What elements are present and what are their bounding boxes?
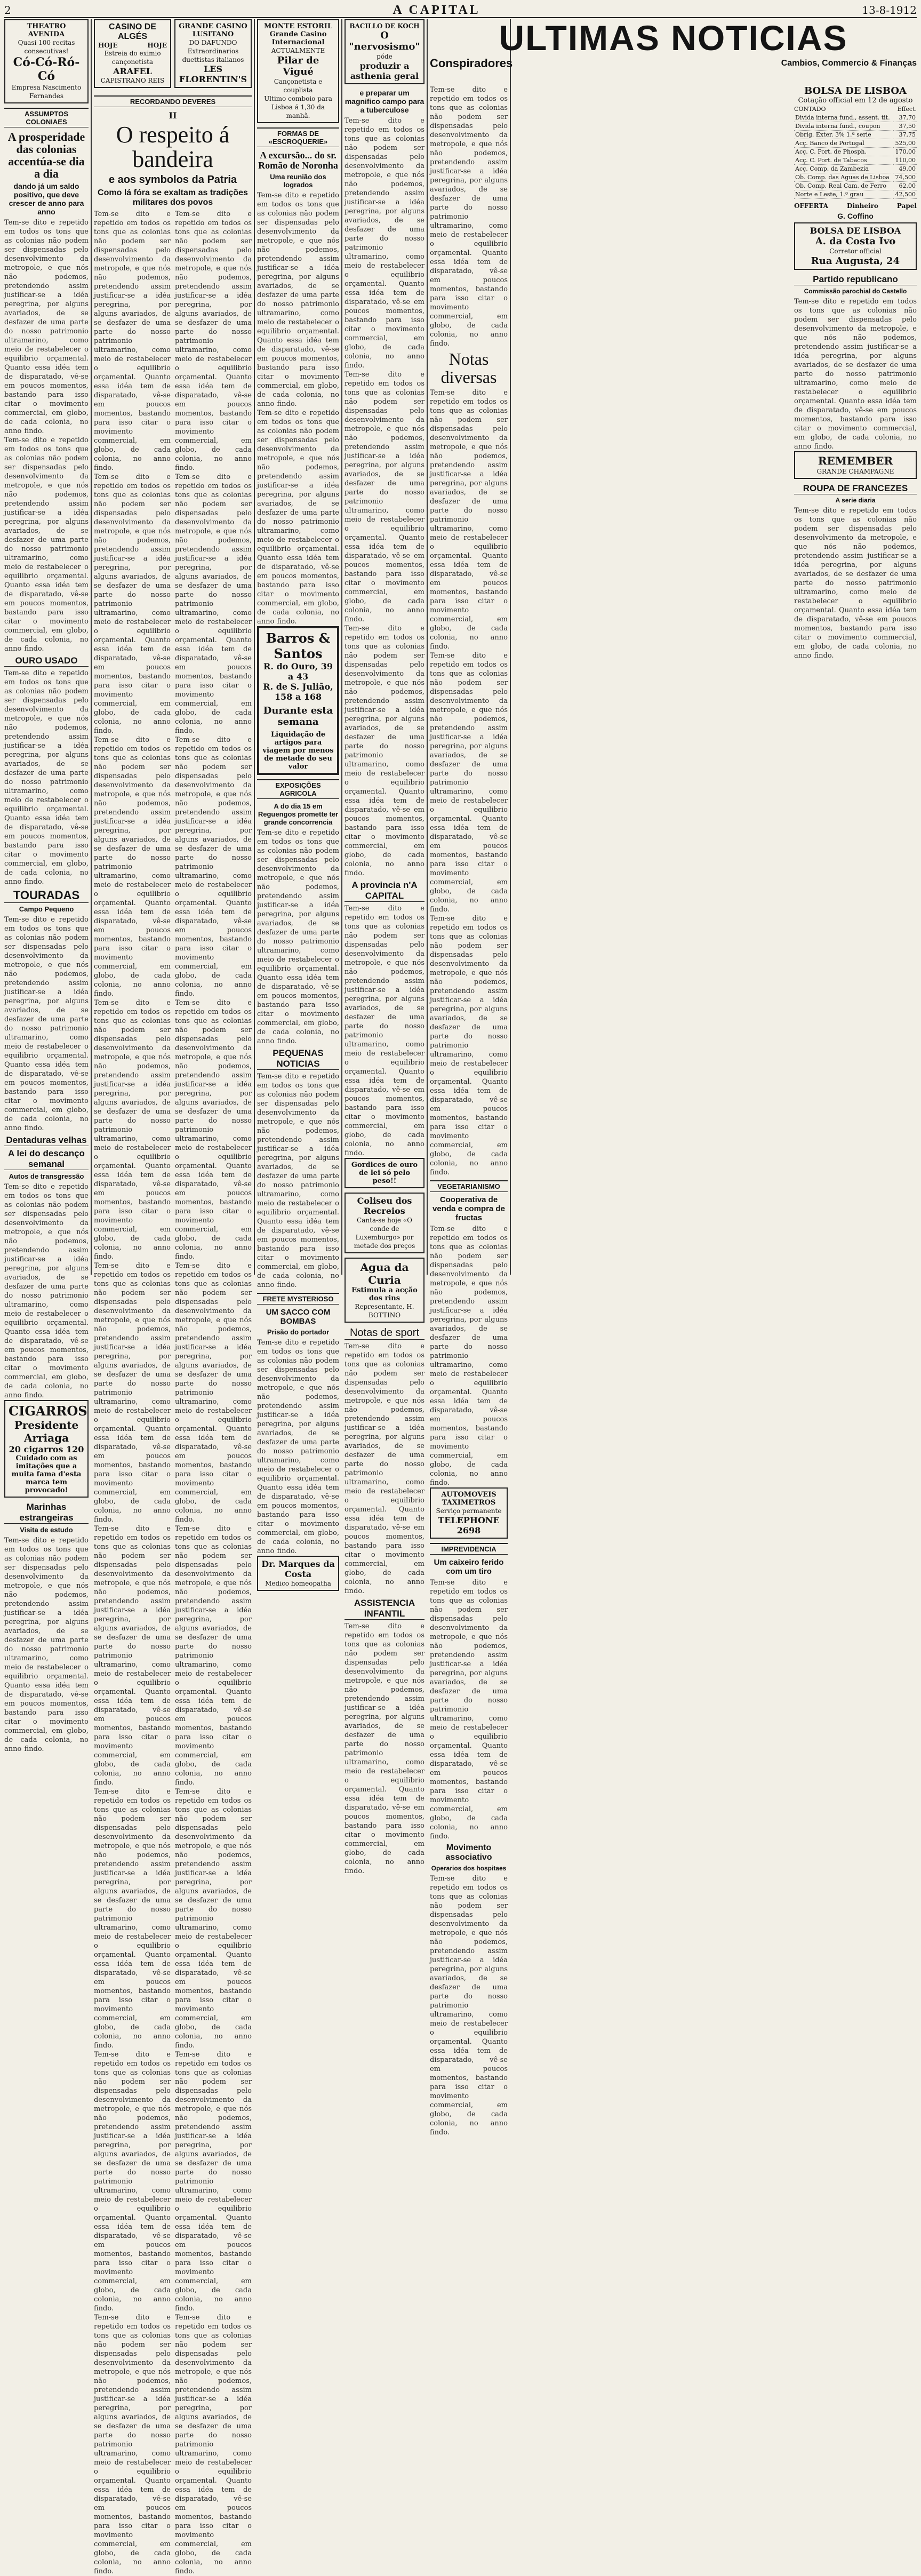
ad-monte-estoril bbox=[257, 19, 339, 123]
section-head: ASSISTENCIA INFANTIL bbox=[345, 1598, 425, 1620]
ad-automoveis bbox=[430, 1487, 508, 1539]
ad-sub: DO DAFUNDO bbox=[189, 39, 237, 46]
article-body: Tem-se dito e repetido em todos os tons que as colonias não podem ser dispensadas pelo desenvolvimento da metropole, e que nós não podemos, pretendendo assim justificar-se a idéa peregrina, por alguns avariados, de se desfazer de uma parte do nosso patrimonio ultramarino, como meio de restabelecer o equilibrio orçamental. Quanto essa idéa tem de disparatado, vê-se em poucos momentos, bastando para isso citar o movimento commercial, em globo, de cada colonia, no anno findo. bbox=[430, 915, 508, 1177]
ad-foot: Liquidação de artigos para viagem por menos de metade do seu valor bbox=[262, 730, 334, 771]
quote-label: Ob. Comp. das Aguas de Lisboa bbox=[794, 173, 893, 182]
article-body: Tem-se dito e repetido em todos os tons que as colonias não podem ser dispensadas pelo desenvolvimento da metropole, e que nós não podemos, pretendendo assim justificar-se a idéa peregrina, por alguns avariados, de se desfazer de uma parte do nosso patrimonio ultramarino, como meio de restabelecer o equilibrio orçamental. Quanto essa idéa tem de disparatado, vê-se em poucos momentos, bastando para isso citar o movimento commercial, em globo, de cada colonia, no anno findo. bbox=[257, 191, 339, 408]
article-body: Tem-se dito e repetido em todos os tons que as colonias não podem ser dispensadas pelo desenvolvimento da metropole, e que nós não podemos, pretendendo assim justificar-se a idéa peregrina, por alguns avariados, de se desfazer de uma parte do nosso patrimonio ultramarino, como meio de restabelecer o equilibrio orçamental. Quanto essa idéa tem de disparatado, vê-se em poucos momentos, bastando para isso citar o movimento commercial, em globo, de cada colonia, no anno findo. bbox=[345, 1622, 425, 1875]
section-sub: Visita de estudo bbox=[20, 1526, 73, 1534]
article-headline: A excursão... do sr. Romão de Noronha bbox=[258, 150, 338, 171]
article-body: Tem-se dito e repetido em todos os tons que as colonias não podem ser dispensadas pelo desenvolvimento da metropole, e que nós não podemos, pretendendo assim justificar-se a idéa peregrina, por alguns avariados, de se desfazer de uma parte do nosso patrimonio ultramarino, como meio de restabelecer o equilibrio orçamental. Quanto essa idéa tem de disparatado, vê-se em poucos momentos, bastando para isso citar o movimento commercial, em globo, de cada colonia, no anno findo. bbox=[175, 736, 252, 998]
article-sub: Como lá fóra se exaltam as tradições militares dos povos bbox=[98, 188, 248, 207]
column-4 bbox=[345, 19, 425, 1875]
article-body: Tem-se dito e repetido em todos os tons que as colonias não podem ser dispensadas pelo desenvolvimento da metropole, e que nós não podemos, pretendendo assim justificar-se a idéa peregrina, por alguns avariados, de se desfazer de uma parte do nosso patrimonio ultramarino, como meio de restabelecer o equilibrio orçamental. Quanto essa idéa tem de disparatado, vê-se em poucos momentos, bastando para isso citar o movimento commercial, em globo, de cada colonia, no anno findo. bbox=[4, 1183, 89, 1400]
quote-row bbox=[794, 165, 917, 173]
section-sub: A serie diaria bbox=[835, 497, 876, 504]
ad-bacillo-koch bbox=[345, 19, 425, 84]
ad-address: R. do Ouro, 39 a 43 bbox=[263, 661, 333, 682]
quote-row bbox=[794, 148, 917, 156]
ad-title: CASINO DE ALGÉS bbox=[109, 22, 156, 41]
ad-title: BACILLO DE KOCH bbox=[349, 22, 420, 30]
quote-value: 37,70 bbox=[893, 114, 917, 122]
article-body: Tem-se dito e repetido em todos os tons que as colonias não podem ser dispensadas pelo desenvolvimento da metropole, e que nós não podemos, pretendendo assim justificar-se a idéa peregrina, por alguns avariados, de se desfazer de uma parte do nosso patrimonio ultramarino, como meio de restabelecer o equilibrio orçamental. Quanto essa idéa tem de disparatado, vê-se em poucos momentos, bastando para isso citar o movimento commercial, em globo, de cada colonia, no anno findo. bbox=[94, 2314, 171, 2576]
article-sub: dando já um saldo positivo, que deve crescer de anno para anno bbox=[9, 182, 84, 217]
article-body: Tem-se dito e repetido em todos os tons que as colonias não podem ser dispensadas pelo desenvolvimento da metropole, e que nós não podemos, pretendendo assim justificar-se a idéa peregrina, por alguns avariados, de se desfazer de uma parte do nosso patrimonio ultramarino, como meio de restabelecer o equilibrio orçamental. Quanto essa idéa tem de disparatado, vê-se em poucos momentos, bastando para isso citar o movimento commercial, em globo, de cada colonia, no anno findo. bbox=[94, 1262, 171, 1524]
ad-coliseu bbox=[345, 1193, 425, 1253]
ad-barros-santos bbox=[257, 626, 339, 775]
article-body: Tem-se dito e repetido em todos os tons que as colonias não podem ser dispensadas pelo desenvolvimento da metropole, e que nós não podemos, pretendendo assim justificar-se a idéa peregrina, por alguns avariados, de se desfazer de uma parte do nosso patrimonio ultramarino, como meio de restabelecer o equilibrio orçamental. Quanto essa idéa tem de disparatado, vê-se em poucos momentos, bastando para isso citar o movimento commercial, em globo, de cada colonia, no anno findo. bbox=[94, 1788, 171, 2050]
ad-title: REMEMBER bbox=[818, 454, 893, 467]
article-body: Tem-se dito e repetido em todos os tons que as colonias não podem ser dispensadas pelo desenvolvimento da metropole, e que nós não podemos, pretendendo assim justificar-se a idéa peregrina, por alguns avariados, de se desfazer de uma parte do nosso patrimonio ultramarino, como meio de restabelecer o equilibrio orçamental. Quanto essa idéa tem de disparatado, vê-se em poucos momentos, bastando para isso citar o movimento commercial, em globo, de cada colonia, no anno findo. bbox=[175, 999, 252, 1261]
article-body: Tem-se dito e repetido em todos os tons que as colonias não podem ser dispensadas pelo desenvolvimento da metropole, e que nós não podemos, pretendendo assim justificar-se a idéa peregrina, por alguns avariados, de se desfazer de uma parte do nosso patrimonio ultramarino, como meio de restabelecer o equilibrio orçamental. Quanto essa idéa tem de disparatado, vê-se em poucos momentos, bastando para isso citar o movimento commercial, em globo, de cada colonia, no anno findo. bbox=[4, 1537, 89, 1754]
article-headline: Notas diversas bbox=[441, 349, 497, 387]
ad-title: THEATRO AVENIDA bbox=[27, 22, 66, 38]
ad-title: Barros & Santos bbox=[266, 630, 331, 661]
quote-value: 37,75 bbox=[893, 131, 917, 139]
quotes-panel bbox=[794, 85, 917, 660]
cotacao-label: Cotação official em 12 de agosto bbox=[798, 97, 913, 105]
quote-row bbox=[794, 190, 917, 199]
article-body: Tem-se dito e repetido em todos os tons que as colonias não podem ser dispensadas pelo desenvolvimento da metropole, e que nós não podemos, pretendendo assim justificar-se a idéa peregrina, por alguns avariados, de se desfazer de uma parte do nosso patrimonio ultramarino, como meio de restabelecer o equilibrio orçamental. Quanto essa idéa tem de disparatado, vê-se em poucos momentos, bastando para isso citar o movimento commercial, em globo, de cada colonia, no anno findo. bbox=[430, 652, 508, 914]
section-title: VEGETARIANISMO bbox=[430, 1180, 508, 1192]
effect-label: Effect. bbox=[897, 106, 917, 113]
section-sub: Autos de transgressão bbox=[9, 1172, 84, 1181]
section-sub: Campo Pequeno bbox=[19, 905, 74, 914]
section-title: RECORDANDO DEVERES bbox=[94, 95, 252, 107]
quote-value: 170,00 bbox=[893, 148, 917, 156]
ad-phone: TELEPHONE 2698 bbox=[438, 1515, 500, 1536]
column-3 bbox=[257, 19, 339, 1587]
ad-address: R. de S. Julião, bbox=[263, 681, 333, 692]
column-6 bbox=[513, 85, 917, 1275]
article-body: Tem-se dito e repetido em todos os tons que as colonias não podem ser dispensadas pelo desenvolvimento da metropole, e que nós não podemos, pretendendo assim justificar-se a idéa peregrina, por alguns avariados, de se desfazer de uma parte do nosso patrimonio ultramarino, como meio de restabelecer o equilibrio orçamental. Quanto essa idéa tem de disparatado, vê-se em poucos momentos, bastando para isso citar o movimento commercial, em globo, de cada colonia, no anno findo. bbox=[345, 625, 425, 877]
ad-remember bbox=[794, 451, 917, 479]
quote-value: 74,500 bbox=[893, 173, 917, 182]
article-sub: Operarios dos hospitaes bbox=[431, 1865, 507, 1873]
article-body: Tem-se dito e repetido em todos os tons que as colonias não podem ser dispensadas pelo desenvolvimento da metropole, e que nós não podemos, pretendendo assim justificar-se a idéa peregrina, por alguns avariados, de se desfazer de uma parte do nosso patrimonio ultramarino, como meio de restabelecer o equilibrio orçamental. Quanto essa idéa tem de disparatado, vê-se em poucos momentos, bastando para isso citar o movimento commercial, em globo, de cada colonia, no anno findo. bbox=[257, 1338, 339, 1555]
article-body: Tem-se dito e repetido em todos os tons que as colonias não podem ser dispensadas pelo desenvolvimento da metropole, e que nós não podemos, pretendendo assim justificar-se a idéa peregrina, por alguns avariados, de se desfazer de uma parte do nosso patrimonio ultramarino, como meio de restabelecer o equilibrio orçamental. Quanto essa idéa tem de disparatado, vê-se em poucos momentos, bastando para isso citar o movimento commercial, em globo, de cada colonia, no anno findo. bbox=[175, 2051, 252, 2313]
ad-title: Coliseu dos Recreios bbox=[357, 1196, 412, 1216]
ad-note: Estreia do eximio cançonetista bbox=[104, 50, 161, 66]
page-number: 2 bbox=[4, 4, 11, 17]
ad-sub: GRANDE CHAMPAGNE bbox=[816, 468, 894, 475]
quote-label: Acç. Comp. da Zambezia bbox=[794, 165, 893, 173]
article-body: Tem-se dito e repetido em todos os tons que as colonias não podem ser dispensadas pelo desenvolvimento da metropole, e que nós não podemos, pretendendo assim justificar-se a idéa peregrina, por alguns avariados, de se desfazer de uma parte do nosso patrimonio ultramarino, como meio de restabelecer o equilibrio orçamental. Quanto essa idéa tem de disparatado, vê-se em poucos momentos, bastando para isso citar o movimento commercial, em globo, de cada colonia, no anno findo. bbox=[794, 298, 917, 451]
quote-row bbox=[794, 182, 917, 190]
quote-row bbox=[794, 114, 917, 122]
ad-name: A. da Costa Ivo bbox=[815, 236, 896, 247]
quote-row bbox=[794, 131, 917, 139]
section-head: ROUPA DE FRANCEZES bbox=[794, 483, 917, 494]
column-5 bbox=[430, 85, 508, 2137]
ad-warning: Cuidado com as imitações que a muita fama d'esta marca tem provocado! bbox=[11, 1454, 82, 1495]
ad-note: Extraordinarios duettistas italianos bbox=[182, 47, 244, 63]
article-body: Tem-se dito e repetido em todos os tons que as colonias não podem ser dispensadas pelo desenvolvimento da metropole, e que nós não podemos, pretendendo assim justificar-se a idéa peregrina, por alguns avariados, de se desfazer de uma parte do nosso patrimonio ultramarino, como meio de restabelecer o equilibrio orçamental. Quanto essa idéa tem de disparatado, vê-se em poucos momentos, bastando para isso citar o movimento commercial, em globo, de cada colonia, no anno findo. bbox=[175, 210, 252, 473]
ultimas-section: Cambios, Commercio & Finanças bbox=[781, 59, 917, 68]
quote-label: Divida interna fund., assent. tit. bbox=[794, 114, 893, 122]
article-body: Tem-se dito e repetido em todos os tons que as colonias não podem ser dispensadas pelo desenvolvimento da metropole, e que nós não podemos, pretendendo assim justificar-se a idéa peregrina, por alguns avariados, de se desfazer de uma parte do nosso patrimonio ultramarino, como meio de restabelecer o equilibrio orçamental. Quanto essa idéa tem de disparatado, vê-se em poucos momentos, bastando para isso citar o movimento commercial, em globo, de cada colonia, no anno findo. bbox=[257, 409, 339, 626]
quote-value: 110,00 bbox=[893, 156, 917, 165]
article-body: Tem-se dito e repetido em todos os tons que as colonias não podem ser dispensadas pelo desenvolvimento da metropole, e que nós não podemos, pretendendo assim justificar-se a idéa peregrina, por alguns avariados, de se desfazer de uma parte do nosso patrimonio ultramarino, como meio de restabelecer o equilibrio orçamental. Quanto essa idéa tem de disparatado, vê-se em poucos momentos, bastando para isso citar o movimento commercial, em globo, de cada colonia, no anno findo. bbox=[794, 507, 917, 660]
quote-value: 62,00 bbox=[893, 182, 917, 190]
ad-sub: Estimula a acção dos rins bbox=[351, 1286, 418, 1302]
article-body: Tem-se dito e repetido em todos os tons que as colonias não podem ser dispensadas pelo desenvolvimento da metropole, e que nós não podemos, pretendendo assim justificar-se a idéa peregrina, por alguns avariados, de se desfazer de uma parte do nosso patrimonio ultramarino, como meio de restabelecer o equilibrio orçamental. Quanto essa idéa tem de disparatado, vê-se em poucos momentos, bastando para isso citar o movimento commercial, em globo, de cada colonia, no anno findo. bbox=[94, 999, 171, 1261]
article-body: Tem-se dito e repetido em todos os tons que as colonias não podem ser dispensadas pelo desenvolvimento da metropole, e que nós não podemos, pretendendo assim justificar-se a idéa peregrina, por alguns avariados, de se desfazer de uma parte do nosso patrimonio ultramarino, como meio de restabelecer o equilibrio orçamental. Quanto essa idéa tem de disparatado, vê-se em poucos momentos, bastando para isso citar o movimento commercial, em globo, de cada colonia, no anno findo. bbox=[94, 2051, 171, 2313]
article-sub: Um caixeiro ferido com um tiro bbox=[434, 1558, 504, 1577]
ad-sub: Serviço permanente bbox=[436, 1507, 502, 1515]
article-sub: Prisão do portador bbox=[267, 1327, 330, 1336]
section-head: A lei do descanço semanal bbox=[4, 1148, 89, 1170]
article-body: Tem-se dito e repetido em todos os tons que as colonias não podem ser dispensadas pelo desenvolvimento da metropole, e que nós não podemos, pretendendo assim justificar-se a idéa peregrina, por alguns avariados, de se desfazer de uma parte do nosso patrimonio ultramarino, como meio de restabelecer o equilibrio orçamental. Quanto essa idéa tem de disparatado, vê-se em poucos momentos, bastando para isso citar o movimento commercial, em globo, de cada colonia, no anno findo. bbox=[430, 86, 508, 348]
quote-row bbox=[794, 122, 917, 131]
article-body: Tem-se dito e repetido em todos os tons que as colonias não podem ser dispensadas pelo desenvolvimento da metropole, e que nós não podemos, pretendendo assim justificar-se a idéa peregrina, por alguns avariados, de se desfazer de uma parte do nosso patrimonio ultramarino, como meio de restabelecer o equilibrio orçamental. Quanto essa idéa tem de disparatado, vê-se em poucos momentos, bastando para isso citar o movimento commercial, em globo, de cada colonia, no anno findo. bbox=[94, 210, 171, 473]
article-body: Tem-se dito e repetido em todos os tons que as colonias não podem ser dispensadas pelo desenvolvimento da metropole, e que nós não podemos, pretendendo assim justificar-se a idéa peregrina, por alguns avariados, de se desfazer de uma parte do nosso patrimonio ultramarino, como meio de restabelecer o equilibrio orçamental. Quanto essa idéa tem de disparatado, vê-se em poucos momentos, bastando para isso citar o movimento commercial, em globo, de cada colonia, no anno findo. bbox=[430, 1225, 508, 1487]
ad-last-train: Ultimo comboio para Lisboa á 1,30 da manhã. bbox=[264, 95, 332, 119]
article-body: Tem-se dito e repetido em todos os tons que as colonias não podem ser dispensadas pelo desenvolvimento da metropole, e que nós não podemos, pretendendo assim justificar-se a idéa peregrina, por alguns avariados, de se desfazer de uma parte do nosso patrimonio ultramarino, como meio de restabelecer o equilibrio orçamental. Quanto essa idéa tem de disparatado, vê-se em poucos momentos, bastando para isso citar o movimento commercial, em globo, de cada colonia, no anno findo. bbox=[175, 1788, 252, 2050]
section-head: A provincia n'A CAPITAL bbox=[345, 880, 425, 902]
ad-title: AUTOMOVEIS TAXIMETROS bbox=[441, 1491, 496, 1507]
column-rule bbox=[91, 19, 92, 1275]
quote-label: Obrig. Exter. 3% 1.ª serie bbox=[794, 131, 893, 139]
section-head: OURO USADO bbox=[4, 655, 89, 667]
column-rule bbox=[254, 19, 255, 1275]
quote-label: Ob. Comp. Real Cam. de Ferro bbox=[794, 182, 893, 190]
article-body: Tem-se dito e repetido em todos os tons que as colonias não podem ser dispensadas pelo desenvolvimento da metropole, e que nós não podemos, pretendendo assim justificar-se a idéa peregrina, por alguns avariados, de se desfazer de uma parte do nosso patrimonio ultramarino, como meio de restabelecer o equilibrio orçamental. Quanto essa idéa tem de disparatado, vê-se em poucos momentos, bastando para isso citar o movimento commercial, em globo, de cada colonia, no anno findo. bbox=[4, 436, 89, 653]
column-2 bbox=[94, 19, 252, 2576]
offer-label: OFFERTA bbox=[794, 202, 828, 210]
ad-sub: Corretor official bbox=[829, 247, 882, 255]
article-body: Tem-se dito e repetido em todos os tons que as colonias não podem ser dispensadas pelo desenvolvimento da metropole, e que nós não podemos, pretendendo assim justificar-se a idéa peregrina, por alguns avariados, de se desfazer de uma parte do nosso patrimonio ultramarino, como meio de restabelecer o equilibrio orçamental. Quanto essa idéa tem de disparatado, vê-se em poucos momentos, bastando para isso citar o movimento commercial, em globo, de cada colonia, no anno findo. bbox=[175, 473, 252, 735]
column-rule bbox=[510, 19, 511, 1275]
contado-label: CONTADO bbox=[794, 106, 826, 113]
ad-casino-alges bbox=[94, 19, 171, 88]
quote-label: Acç. C. Port. de Tabacos bbox=[794, 156, 893, 165]
ad-casino: Grande Casino Internacional bbox=[269, 30, 327, 46]
ad-rep: Representante, H. BOTTINO bbox=[355, 1303, 414, 1319]
ad-cigarros bbox=[4, 1400, 89, 1498]
ad-note: Empresa Nascimento Fernandes bbox=[11, 84, 82, 100]
article-body: Tem-se dito e repetido em todos os tons que as colonias não podem ser dispensadas pelo desenvolvimento da metropole, e que nós não podemos, pretendendo assim justificar-se a idéa peregrina, por alguns avariados, de se desfazer de uma parte do nosso patrimonio ultramarino, como meio de restabelecer o equilibrio orçamental. Quanto essa idéa tem de disparatado, vê-se em poucos momentos, bastando para isso citar o movimento commercial, em globo, de cada colonia, no anno findo. bbox=[4, 669, 89, 886]
article-body: Tem-se dito e repetido em todos os tons que as colonias não podem ser dispensadas pelo desenvolvimento da metropole, e que nós não podemos, pretendendo assim justificar-se a idéa peregrina, por alguns avariados, de se desfazer de uma parte do nosso patrimonio ultramarino, como meio de restabelecer o equilibrio orçamental. Quanto essa idéa tem de disparatado, vê-se em poucos momentos, bastando para isso citar o movimento commercial, em globo, de cada colonia, no anno findo. bbox=[430, 1579, 508, 1841]
ad-title: BOLSA DE LISBOA bbox=[810, 226, 901, 236]
bolsa-title: BOLSA DE LISBOA bbox=[804, 85, 907, 97]
ad-brand: Presidente Arriaga bbox=[14, 1419, 79, 1445]
article-body: Tem-se dito e repetido em todos os tons que as colonias não podem ser dispensadas pelo desenvolvimento da metropole, e que nós não podemos, pretendendo assim justificar-se a idéa peregrina, por alguns avariados, de se desfazer de uma parte do nosso patrimonio ultramarino, como meio de restabelecer o equilibrio orçamental. Quanto essa idéa tem de disparatado, vê-se em poucos momentos, bastando para isso citar o movimento commercial, em globo, de cada colonia, no anno findo. bbox=[430, 389, 508, 651]
article-headline: O respeito á bandeira bbox=[116, 122, 230, 173]
quote-value: 49,00 bbox=[893, 165, 917, 173]
ad-price: CAPISTRANO REIS bbox=[100, 77, 165, 84]
ad-artist: ARAFEL bbox=[113, 66, 152, 76]
article-sub: A do dia 15 em Reguengos promette ter grande concorrencia bbox=[258, 802, 339, 826]
ad-price: 20 cigarros 120 bbox=[9, 1444, 84, 1455]
article-headline: A prosperidade das colonias accentúa-se dia a dia bbox=[7, 130, 85, 181]
article-sub: UM SACCO COM BOMBAS bbox=[266, 1307, 331, 1326]
section-title: FORMAS DE «ESCROQUERIE» bbox=[257, 127, 339, 147]
ad-marques-costa bbox=[257, 1556, 339, 1591]
ad-title: Gordices de ouro de lei só pelo peso!! bbox=[351, 1161, 418, 1185]
section-head: Partido republicano bbox=[794, 274, 917, 285]
article-headline-2: e aos symbolos da Patria bbox=[108, 174, 237, 186]
ad-artist: Pilar de Vigué bbox=[277, 55, 319, 77]
ad-agua-curia bbox=[345, 1258, 425, 1323]
coffino-title: G. Coffino bbox=[837, 212, 874, 220]
article-body: Tem-se dito e repetido em todos os tons que as colonias não podem ser dispensadas pelo desenvolvimento da metropole, e que nós não podemos, pretendendo assim justificar-se a idéa peregrina, por alguns avariados, de se desfazer de uma parte do nosso patrimonio ultramarino, como meio de restabelecer o equilibrio orçamental. Quanto essa idéa tem de disparatado, vê-se em poucos momentos, bastando para isso citar o movimento commercial, em globo, de cada colonia, no anno findo. bbox=[4, 916, 89, 1133]
section-head: Dentaduras velhas bbox=[4, 1135, 89, 1146]
ad-line: Durante esta semana bbox=[263, 705, 333, 727]
section-sub: Commissão parochial do Castello bbox=[804, 287, 907, 295]
ad-hoje: HOJE bbox=[98, 42, 118, 49]
section-head: Marinhas estrangeiras bbox=[4, 1502, 89, 1524]
issue-date: 13-8-1912 bbox=[862, 4, 917, 17]
article-body: Tem-se dito e repetido em todos os tons que as colonias não podem ser dispensadas pelo desenvolvimento da metropole, e que nós não podemos, pretendendo assim justificar-se a idéa peregrina, por alguns avariados, de se desfazer de uma parte do nosso patrimonio ultramarino, como meio de restabelecer o equilibrio orçamental. Quanto essa idéa tem de disparatado, vê-se em poucos momentos, bastando para isso citar o movimento commercial, em globo, de cada colonia, no anno findo. bbox=[175, 2314, 252, 2576]
ad-address: Rua Augusta, 24 bbox=[811, 255, 900, 267]
column-rule bbox=[427, 19, 428, 1275]
section-head: TOURADAS bbox=[4, 889, 89, 903]
ad-sub: Medico homeopatha bbox=[265, 1579, 331, 1587]
dinheiro-label: Dinheiro bbox=[846, 202, 878, 210]
article-body: Tem-se dito e repetido em todos os tons que as colonias não podem ser dispensadas pelo desenvolvimento da metropole, e que nós não podemos, pretendendo assim justificar-se a idéa peregrina, por alguns avariados, de se desfazer de uma parte do nosso patrimonio ultramarino, como meio de restabelecer o equilibrio orçamental. Quanto essa idéa tem de disparatado, vê-se em poucos momentos, bastando para isso citar o movimento commercial, em globo, de cada colonia, no anno findo. bbox=[345, 371, 425, 623]
article-sub: e preparar um magnifico campo para a tuberculose bbox=[345, 89, 425, 114]
column-rule bbox=[341, 19, 342, 1275]
quote-value: 37,50 bbox=[893, 122, 917, 131]
article-body: Tem-se dito e repetido em todos os tons que as colonias não podem ser dispensadas pelo desenvolvimento da metropole, e que nós não podemos, pretendendo assim justificar-se a idéa peregrina, por alguns avariados, de se desfazer de uma parte do nosso patrimonio ultramarino, como meio de restabelecer o equilibrio orçamental. Quanto essa idéa tem de disparatado, vê-se em poucos momentos, bastando para isso citar o movimento commercial, em globo, de cada colonia, no anno findo. bbox=[430, 1875, 508, 2137]
column-1 bbox=[4, 19, 89, 1754]
quote-label: Divida interna fund., coupon bbox=[794, 122, 893, 131]
quote-row bbox=[794, 156, 917, 165]
ultimas-title: ULTIMAS NOTICIAS bbox=[499, 18, 848, 58]
ad-title: GRANDE CASINO LUSITANO bbox=[179, 22, 247, 38]
newspaper-title: A CAPITAL bbox=[393, 3, 480, 17]
ad-line: póde bbox=[377, 53, 393, 60]
ad-sub: Cançonetista e couplista bbox=[274, 78, 323, 94]
section-head: PEQUENAS NOTICIAS bbox=[257, 1048, 339, 1070]
ad-line: Quasi 100 recitas consecutivas! bbox=[18, 39, 75, 55]
quote-row bbox=[794, 139, 917, 148]
article-body: Tem-se dito e repetido em todos os tons que as colonias não podem ser dispensadas pelo desenvolvimento da metropole, e que nós não podemos, pretendendo assim justificar-se a idéa peregrina, por alguns avariados, de se desfazer de uma parte do nosso patrimonio ultramarino, como meio de restabelecer o equilibrio orçamental. Quanto essa idéa tem de disparatado, vê-se em poucos momentos, bastando para isso citar o movimento commercial, em globo, de cada colonia, no anno findo. bbox=[257, 1072, 339, 1289]
ad-title: MONTE ESTORIL bbox=[263, 22, 333, 30]
ad-act: LES FLORENTIN'S bbox=[179, 64, 247, 84]
ad-headline-2: produzir a asthenia geral bbox=[350, 61, 419, 81]
quotes-table bbox=[794, 114, 917, 199]
article-body: Tem-se dito e repetido em todos os tons que as colonias não podem ser dispensadas pelo desenvolvimento da metropole, e que nós não podemos, pretendendo assim justificar-se a idéa peregrina, por alguns avariados, de se desfazer de uma parte do nosso patrimonio ultramarino, como meio de restabelecer o equilibrio orçamental. Quanto essa idéa tem de disparatado, vê-se em poucos momentos, bastando para isso citar o movimento commercial, em globo, de cada colonia, no anno findo. bbox=[94, 1525, 171, 1787]
section-title: ASSUMPTOS COLONIAES bbox=[4, 108, 89, 127]
article-body: Tem-se dito e repetido em todos os tons que as colonias não podem ser dispensadas pelo desenvolvimento da metropole, e que nós não podemos, pretendendo assim justificar-se a idéa peregrina, por alguns avariados, de se desfazer de uma parte do nosso patrimonio ultramarino, como meio de restabelecer o equilibrio orçamental. Quanto essa idéa tem de disparatado, vê-se em poucos momentos, bastando para isso citar o movimento commercial, em globo, de cada colonia, no anno findo. bbox=[175, 1262, 252, 1524]
ultimas-section: Conspiradores bbox=[430, 57, 513, 70]
article-body: Tem-se dito e repetido em todos os tons que as colonias não podem ser dispensadas pelo desenvolvimento da metropole, e que nós não podemos, pretendendo assim justificar-se a idéa peregrina, por alguns avariados, de se desfazer de uma parte do nosso patrimonio ultramarino, como meio de restabelecer o equilibrio orçamental. Quanto essa idéa tem de disparatado, vê-se em poucos momentos, bastando para isso citar o movimento commercial, em globo, de cada colonia, no anno findo. bbox=[175, 1525, 252, 1787]
quote-label: Acç. C. Port. de Phosph. bbox=[794, 148, 893, 156]
article-body: Tem-se dito e repetido em todos os tons que as colonias não podem ser dispensadas pelo desenvolvimento da metropole, e que nós não podemos, pretendendo assim justificar-se a idéa peregrina, por alguns avariados, de se desfazer de uma parte do nosso patrimonio ultramarino, como meio de restabelecer o equilibrio orçamental. Quanto essa idéa tem de disparatado, vê-se em poucos momentos, bastando para isso citar o movimento commercial, em globo, de cada colonia, no anno findo. bbox=[345, 117, 425, 370]
article-sub: Uma reunião dos logrados bbox=[270, 172, 326, 189]
article-sub: Movimento associativo bbox=[445, 1843, 492, 1862]
ad-costa-ivo bbox=[794, 222, 917, 270]
section-title: FRETE MYSTERIOSO bbox=[257, 1293, 339, 1305]
quote-value: 525,00 bbox=[893, 139, 917, 148]
article-body: Tem-se dito e repetido em todos os tons que as colonias não podem ser dispensadas pelo desenvolvimento da metropole, e que nós não podemos, pretendendo assim justificar-se a idéa peregrina, por alguns avariados, de se desfazer de uma parte do nosso patrimonio ultramarino, como meio de restabelecer o equilibrio orçamental. Quanto essa idéa tem de disparatado, vê-se em poucos momentos, bastando para isso citar o movimento commercial, em globo, de cada colonia, no anno findo. bbox=[345, 1342, 425, 1595]
ad-theatro-avenida bbox=[4, 19, 89, 103]
ultimas-banner bbox=[430, 19, 917, 83]
section-numeral: II bbox=[169, 110, 177, 121]
ad-title: CIGARROS bbox=[9, 1403, 87, 1419]
quote-row bbox=[794, 173, 917, 182]
article-body: Tem-se dito e repetido em todos os tons que as colonias não podem ser dispensadas pelo desenvolvimento da metropole, e que nós não podemos, pretendendo assim justificar-se a idéa peregrina, por alguns avariados, de se desfazer de uma parte do nosso patrimonio ultramarino, como meio de restabelecer o equilibrio orçamental. Quanto essa idéa tem de disparatado, vê-se em poucos momentos, bastando para isso citar o movimento commercial, em globo, de cada colonia, no anno findo. bbox=[94, 473, 171, 735]
section-title: IMPREVIDENCIA bbox=[430, 1543, 508, 1555]
ad-title: Dr. Marques da Costa bbox=[261, 1558, 335, 1579]
article-sub: Cooperativa de venda e compra de fructas bbox=[433, 1195, 505, 1223]
papel-label: Papel bbox=[896, 202, 917, 210]
ad-gordices bbox=[345, 1158, 425, 1188]
quote-value: 42,500 bbox=[893, 190, 917, 199]
ad-headline: O "nervosismo" bbox=[349, 30, 420, 52]
quote-label: Acç. Banco de Portugal bbox=[794, 139, 893, 148]
ad-actually: ACTUALMENTE bbox=[271, 47, 325, 54]
ad-title: Agua da Curia bbox=[360, 1261, 409, 1286]
ad-casino-lusitano bbox=[174, 19, 252, 88]
article-body: Tem-se dito e repetido em todos os tons que as colonias não podem ser dispensadas pelo desenvolvimento da metropole, e que nós não podemos, pretendendo assim justificar-se a idéa peregrina, por alguns avariados, de se desfazer de uma parte do nosso patrimonio ultramarino, como meio de restabelecer o equilibrio orçamental. Quanto essa idéa tem de disparatado, vê-se em poucos momentos, bastando para isso citar o movimento commercial, em globo, de cada colonia, no anno findo. bbox=[94, 736, 171, 998]
ad-sub: Canta-se hoje «O conde de Luxemburgo» por metade dos preços bbox=[354, 1217, 415, 1250]
section-title: EXPOSIÇÕES AGRICOLA bbox=[257, 779, 339, 799]
article-body: Tem-se dito e repetido em todos os tons que as colonias não podem ser dispensadas pelo desenvolvimento da metropole, e que nós não podemos, pretendendo assim justificar-se a idéa peregrina, por alguns avariados, de se desfazer de uma parte do nosso patrimonio ultramarino, como meio de restabelecer o equilibrio orçamental. Quanto essa idéa tem de disparatado, vê-se em poucos momentos, bastando para isso citar o movimento commercial, em globo, de cada colonia, no anno findo. bbox=[345, 905, 425, 1157]
ad-hoje: HOJE bbox=[147, 42, 167, 49]
article-body: Tem-se dito e repetido em todos os tons que as colonias não podem ser dispensadas pelo desenvolvimento da metropole, e que nós não podemos, pretendendo assim justificar-se a idéa peregrina, por alguns avariados, de se desfazer de uma parte do nosso patrimonio ultramarino, como meio de restabelecer o equilibrio orçamental. Quanto essa idéa tem de disparatado, vê-se em poucos momentos, bastando para isso citar o movimento commercial, em globo, de cada colonia, no anno findo. bbox=[4, 219, 89, 436]
quote-label: Norte e Leste, 1.º grau bbox=[794, 190, 893, 199]
page-header bbox=[4, 3, 917, 18]
article-body: Tem-se dito e repetido em todos os tons que as colonias não podem ser dispensadas pelo desenvolvimento da metropole, e que nós não podemos, pretendendo assim justificar-se a idéa peregrina, por alguns avariados, de se desfazer de uma parte do nosso patrimonio ultramarino, como meio de restabelecer o equilibrio orçamental. Quanto essa idéa tem de disparatado, vê-se em poucos momentos, bastando para isso citar o movimento commercial, em globo, de cada colonia, no anno findo. bbox=[257, 828, 339, 1045]
ad-address: 158 a 168 bbox=[274, 691, 322, 702]
section-head: Notas de sport bbox=[345, 1327, 425, 1340]
ad-show: Có-Có-Ró-Có bbox=[13, 55, 80, 83]
